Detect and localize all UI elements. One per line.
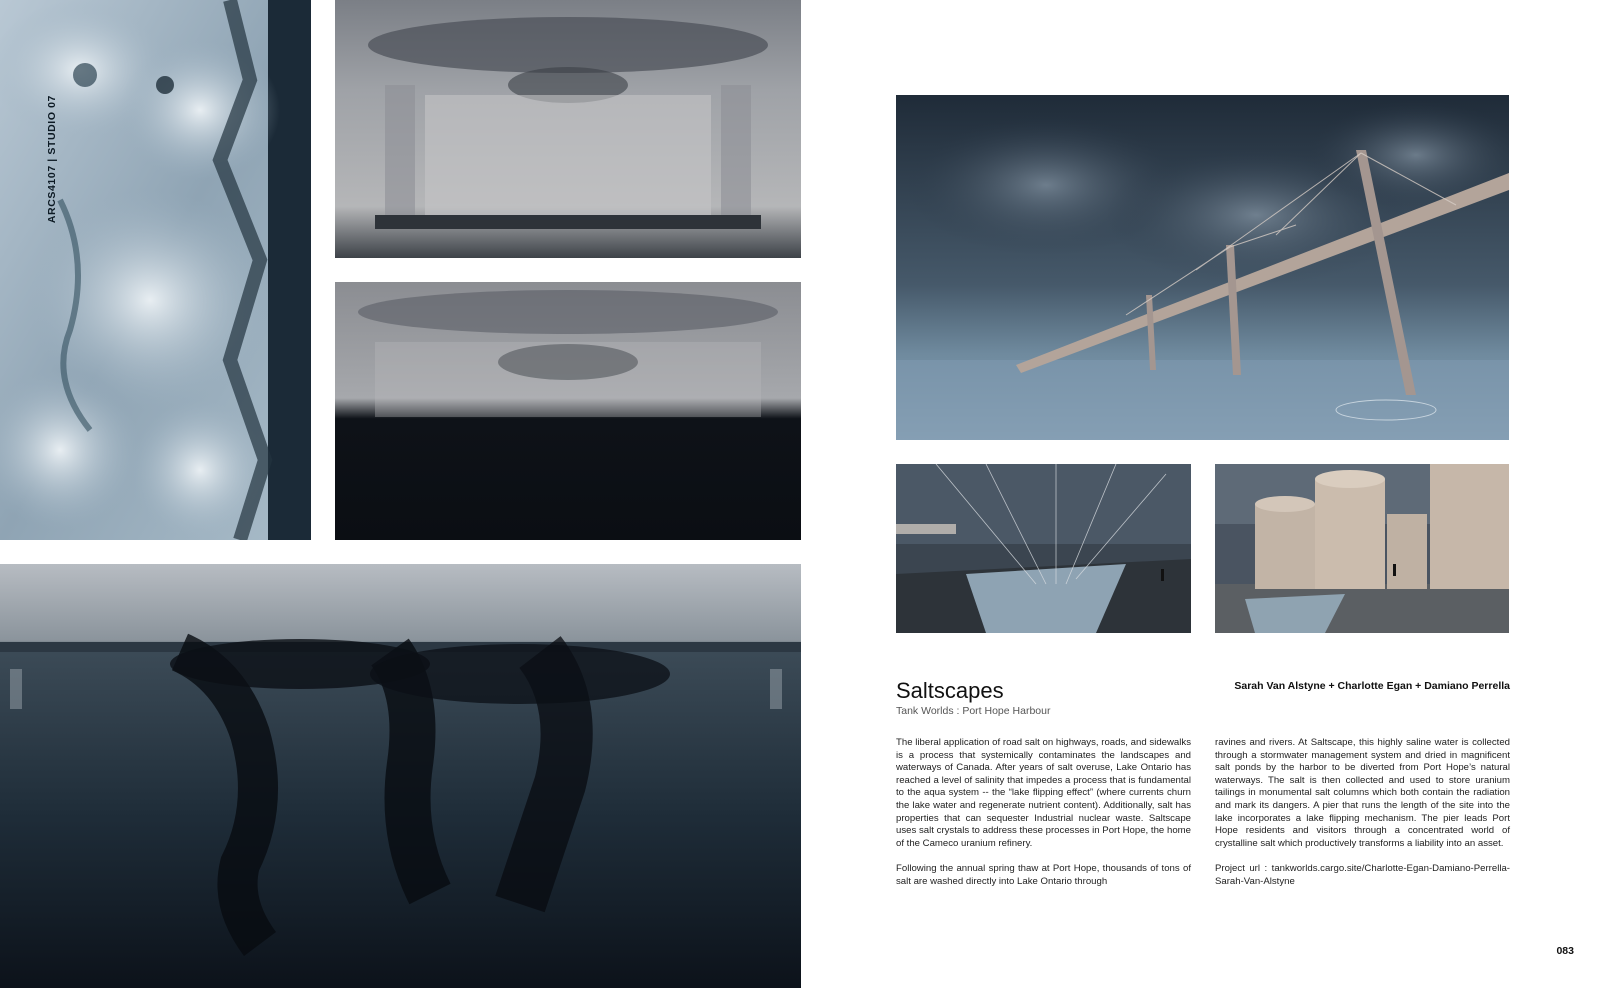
tank-model-photo-top	[335, 0, 801, 258]
body-paragraph: ravines and rivers. At Saltscape, this highly saline water is collected through a stormwater management system and dried in magnificent salt ponds by the harbor to be diverted from Port Hope’s natural waterways. The salt is then collected and used to store uranium tailings in monumental salt columns which both contain the radiation and mark its dangers. A pier that runs the length of the site into the lake incorporates a lake flipping mechanism. The pier leads Port Hope residents and visitors through a concentrated world of crystalline salt which productively transforms a liability into an asset.	[1215, 737, 1510, 849]
body-column-right	[1215, 737, 1510, 901]
page-number: 083	[1556, 945, 1574, 957]
pier-render-hero	[896, 95, 1509, 440]
body-paragraph: The liberal application of road salt on highways, roads, and sidewalks is a process that systemically contaminates the landscapes and waterways of Canada. After years of salt overuse, Lake Ontario has reached a level of salinity that impedes a process that is fundamental to the aqua system -- the “lake flipping effect” (where currents churn the lake water and regenerate nutrient content). Additionally, salt has properties that can sequester Industrial nuclear waste. Saltscape uses salt crystals to address these processes in Port Hope, the home of the Cameco uranium refinery.	[896, 737, 1191, 849]
project-title: Saltscapes	[896, 678, 1004, 703]
tank-model-photo-middle	[335, 282, 801, 540]
salt-columns-render	[1215, 464, 1509, 633]
project-url: Project url : tankworlds.cargo.site/Charlotte-Egan-Damiano-Perrella-Sarah-Van-Alstyne	[1215, 862, 1510, 887]
ice-aerial-photo	[0, 0, 311, 540]
salt-pond-render	[896, 464, 1191, 633]
project-subtitle: Tank Worlds : Port Hope Harbour	[896, 705, 1051, 717]
project-authors: Sarah Van Alstyne + Charlotte Egan + Damiano Perrella	[1234, 680, 1510, 692]
body-paragraph: Following the annual spring thaw at Port Hope, thousands of tons of salt are washed directly into Lake Ontario through	[896, 862, 1191, 887]
tank-ink-photo-large	[0, 564, 801, 988]
body-column-left	[896, 737, 1191, 901]
studio-label: ARCS4107 | STUDIO 07	[46, 95, 58, 224]
